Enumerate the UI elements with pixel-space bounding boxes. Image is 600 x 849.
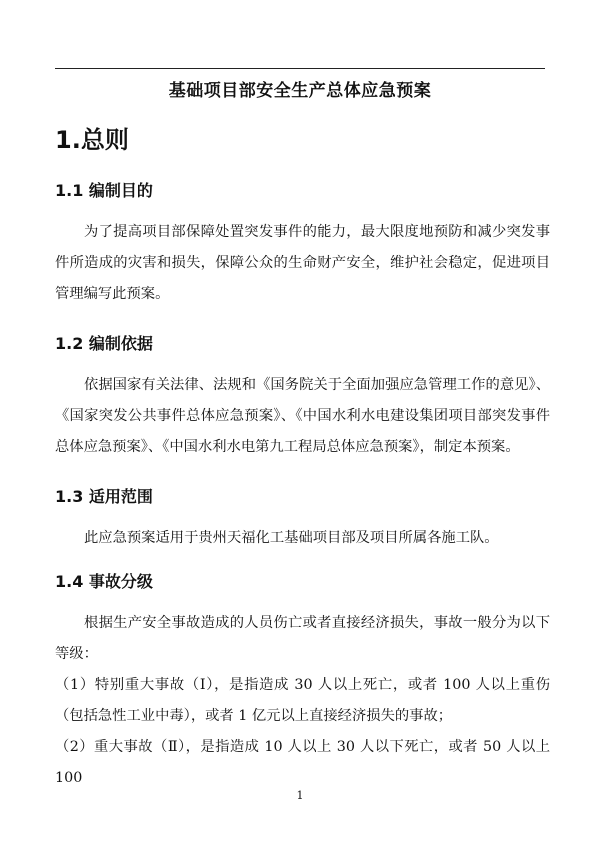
- section-heading-1-1: 1.1 编制目的: [55, 181, 153, 200]
- section-1-3-paragraph: 此应急预案适用于贵州天福化工基础项目部及项目所属各施工队。: [84, 530, 499, 546]
- accident-level-1-item: （1）特别重大事故（Ⅰ），是指造成 30 人以上死亡，或者 100 人以上重伤（包括急性工业中毒），或者 1 亿元以上直接经济损失的事故；: [55, 677, 550, 724]
- chapter-heading: 1.总则: [55, 126, 129, 154]
- section-1-4-paragraph: 根据生产安全事故造成的人员伤亡或者直接经济损失，事故一般分为以下等级：: [55, 615, 550, 662]
- section-1-2-paragraph: 依据国家有关法律、法规和《国务院关于全面加强应急管理工作的意见》、《国家突发公共事件总体应急预案》、《中国水利水电建设集团项目部突发事件总体应急预案》、《中国水利水电第九工程局总体应急预案》，制定本预案。: [55, 377, 550, 455]
- section-heading-1-4: 1.4 事故分级: [55, 572, 153, 591]
- section-1-1-paragraph: 为了提高项目部保障处置突发事件的能力，最大限度地预防和减少突发事件所造成的灾害和损失，保障公众的生命财产安全，维护社会稳定，促进项目管理编写此预案。: [55, 224, 550, 302]
- page-number: 1: [296, 789, 304, 802]
- section-heading-1-2: 1.2 编制依据: [55, 334, 153, 353]
- section-heading-1-3: 1.3 适用范围: [55, 487, 153, 506]
- document-title: 基础项目部安全生产总体应急预案: [168, 81, 432, 101]
- accident-level-2-item: （2）重大事故（Ⅱ），是指造成 10 人以上 30 人以下死亡，或者 50 人以上 100: [55, 739, 550, 786]
- header-rule: [55, 68, 545, 69]
